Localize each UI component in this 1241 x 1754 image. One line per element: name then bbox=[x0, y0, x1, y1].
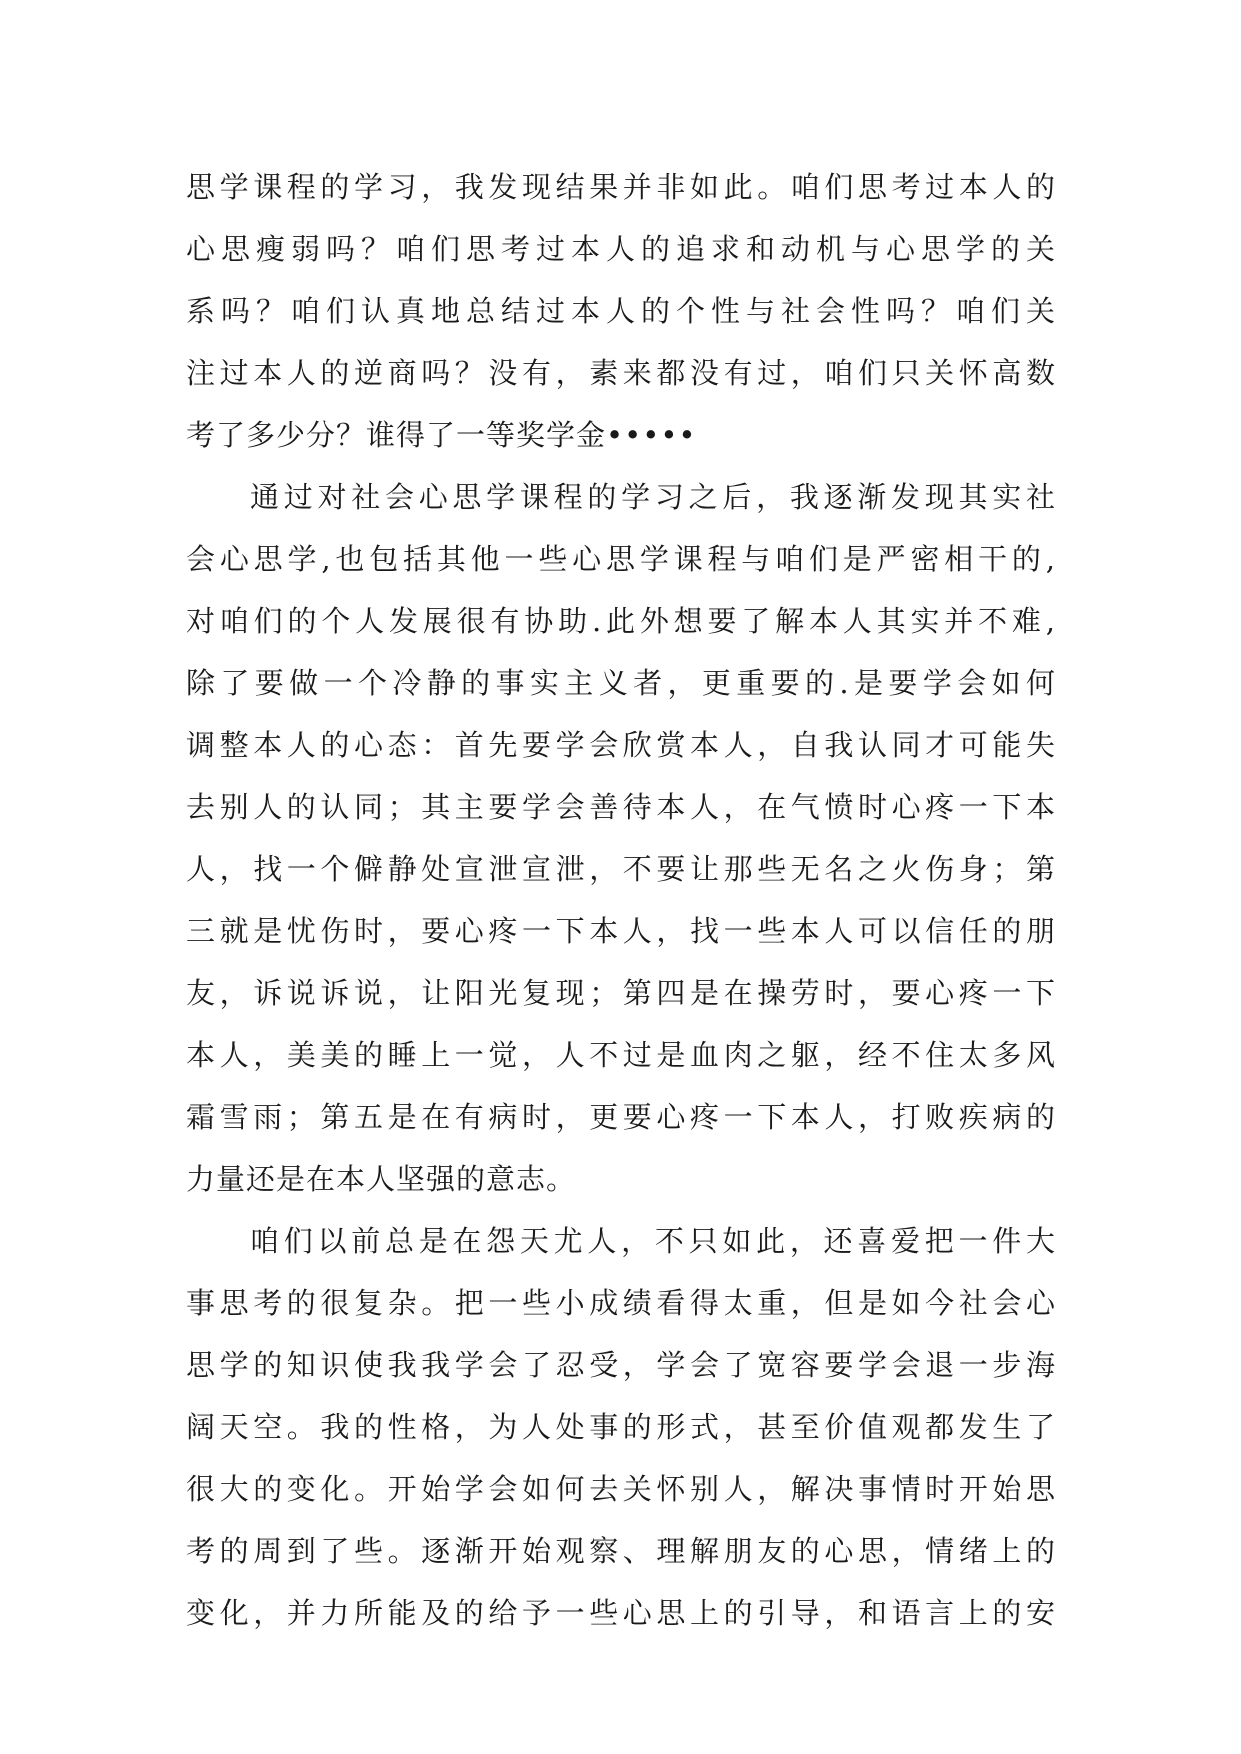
document-body bbox=[186, 156, 1056, 1644]
text-line: 会心思学,也包括其他一些心思学课程与咱们是严密相干的, bbox=[186, 542, 1056, 576]
text-line: 阔天空。我的性格，为人处事的形式，甚至价值观都发生了 bbox=[186, 1410, 1056, 1444]
text-line: 考了多少分？谁得了一等奖学金••••• bbox=[186, 418, 697, 452]
text-line: 思学课程的学习，我发现结果并非如此。咱们思考过本人的 bbox=[186, 170, 1056, 204]
text-line: 三就是忧伤时，要心疼一下本人，找一些本人可以信任的朋 bbox=[186, 914, 1056, 948]
text-line: 考的周到了些。逐渐开始观察、理解朋友的心思，情绪上的 bbox=[186, 1534, 1056, 1568]
text-line: 霜雪雨；第五是在有病时，更要心疼一下本人，打败疾病的 bbox=[186, 1100, 1056, 1134]
text-line: 注过本人的逆商吗？没有，素来都没有过，咱们只关怀高数 bbox=[186, 356, 1056, 390]
paragraph-2 bbox=[186, 466, 1056, 1210]
text-line: 力量还是在本人坚强的意志。 bbox=[186, 1162, 577, 1196]
text-line: 思学的知识使我我学会了忍受，学会了宽容要学会退一步海 bbox=[186, 1348, 1056, 1382]
text-line: 系吗？咱们认真地总结过本人的个性与社会性吗？咱们关 bbox=[186, 294, 1056, 328]
text-line: 通过对社会心思学课程的学习之后，我逐渐发现其实社 bbox=[250, 480, 1056, 514]
text-line: 事思考的很复杂。把一些小成绩看得太重，但是如今社会心 bbox=[186, 1286, 1056, 1320]
text-line: 本人，美美的睡上一觉，人不过是血肉之躯，经不住太多风 bbox=[186, 1038, 1056, 1072]
text-line: 人，找一个僻静处宣泄宣泄，不要让那些无名之火伤身；第 bbox=[186, 852, 1056, 886]
paragraph-3 bbox=[186, 1210, 1056, 1644]
text-line: 咱们以前总是在怨天尤人，不只如此，还喜爱把一件大 bbox=[250, 1224, 1056, 1258]
text-line: 友，诉说诉说，让阳光复现；第四是在操劳时，要心疼一下 bbox=[186, 976, 1056, 1010]
text-line: 变化，并力所能及的给予一些心思上的引导，和语言上的安 bbox=[186, 1596, 1056, 1630]
text-line: 心思瘦弱吗？咱们思考过本人的追求和动机与心思学的关 bbox=[186, 232, 1056, 266]
paragraph-1 bbox=[186, 156, 1056, 466]
text-line: 很大的变化。开始学会如何去关怀别人，解决事情时开始思 bbox=[186, 1472, 1056, 1506]
text-line: 对咱们的个人发展很有协助.此外想要了解本人其实并不难, bbox=[186, 604, 1056, 638]
text-line: 除了要做一个冷静的事实主义者，更重要的.是要学会如何 bbox=[186, 666, 1056, 700]
text-line: 去别人的认同；其主要学会善待本人，在气愤时心疼一下本 bbox=[186, 790, 1056, 824]
text-line: 调整本人的心态：首先要学会欣赏本人，自我认同才可能失 bbox=[186, 728, 1056, 762]
